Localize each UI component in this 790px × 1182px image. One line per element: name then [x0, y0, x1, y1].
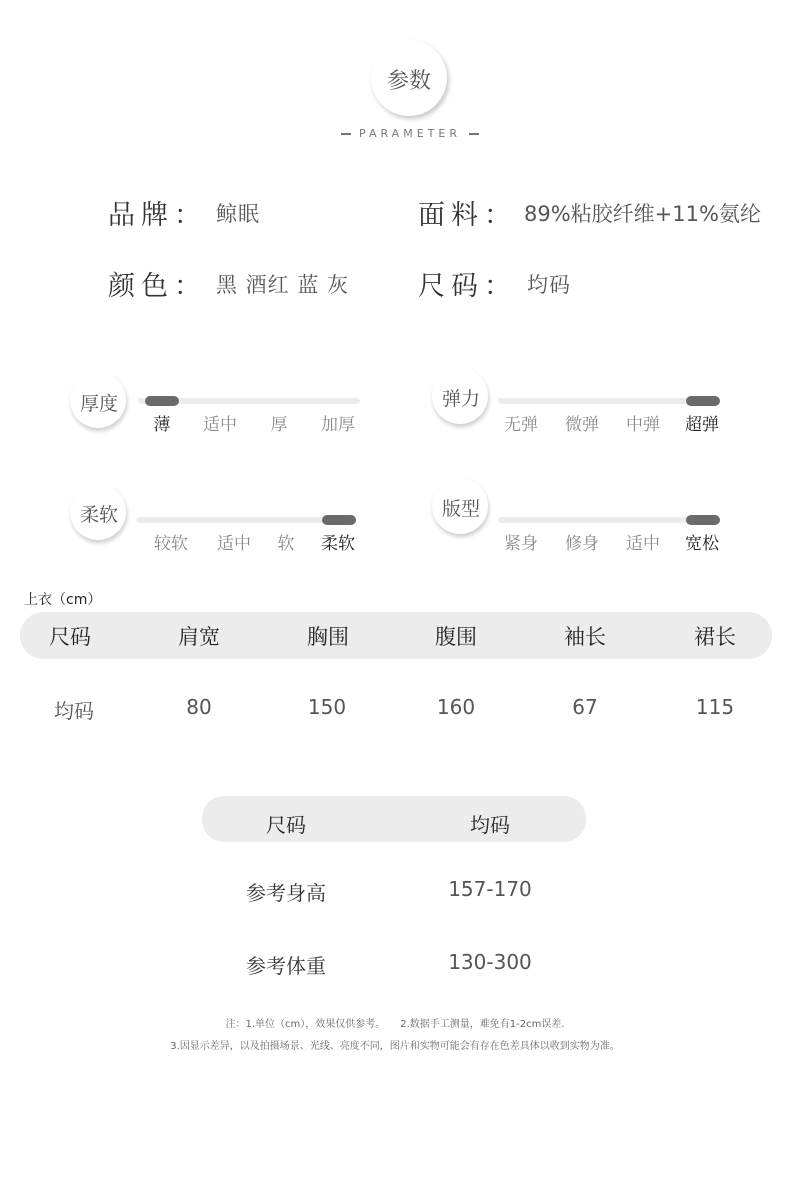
color-label: 颜色： — [108, 271, 207, 302]
fabric-value: 89%粘胶纤维+11%氨纶 — [524, 202, 761, 226]
softness-opt-4: 柔软 — [321, 534, 355, 554]
size-td-shoulder: 80 — [186, 695, 212, 719]
note-line-2: 3.因显示差异，以及拍摄场景、光线、亮度不同，图片和实物可能会有存在色差具体以收到实物为准。 — [170, 1041, 620, 1052]
size-th-skirt: 裙长 — [694, 625, 736, 649]
thickness-knob — [145, 396, 179, 406]
note-line-1: 注：1.单位（cm），效果仅供参考。 2.数据手工测量，难免有1-2cm误差. — [225, 1019, 565, 1030]
header-subtitle-row — [300, 127, 520, 140]
elasticity-opt-2: 微弹 — [565, 415, 599, 435]
size-td-size: 均码 — [54, 699, 94, 723]
brand-value: 鲸眠 — [216, 202, 260, 226]
reference-height-label: 参考身高 — [246, 881, 326, 905]
header-subtitle: PARAMETER — [359, 127, 461, 140]
thickness-opt-4: 加厚 — [321, 415, 355, 435]
fit-title: 版型 — [441, 498, 480, 520]
size-th-size: 尺码 — [49, 625, 91, 649]
reference-height-value: 157-170 — [448, 877, 532, 901]
thickness-opt-1: 薄 — [153, 415, 171, 435]
brand-label: 品牌： — [108, 200, 207, 231]
size-td-skirt: 115 — [695, 695, 735, 719]
dash-left — [341, 133, 351, 135]
size-th-shoulder: 肩宽 — [178, 625, 220, 649]
size-th-sleeve: 袖长 — [564, 625, 606, 649]
fit-knob — [686, 515, 720, 525]
fit-opt-3: 适中 — [626, 534, 660, 554]
softness-knob — [322, 515, 356, 525]
dash-right — [469, 133, 479, 135]
reference-th-size: 尺码 — [266, 813, 306, 837]
softness-opt-2: 适中 — [217, 534, 251, 554]
fit-opt-2: 修身 — [565, 534, 599, 554]
fit-opt-4: 宽松 — [685, 534, 719, 554]
thickness-opt-2: 适中 — [203, 415, 237, 435]
size-value: 均码 — [527, 273, 571, 297]
thickness-opt-3: 厚 — [270, 415, 288, 435]
softness-opt-3: 软 — [277, 534, 295, 554]
fit-opt-1: 紧身 — [504, 534, 538, 554]
elasticity-title: 弹力 — [441, 388, 480, 410]
elasticity-opt-1: 无弹 — [504, 415, 538, 435]
elasticity-opt-3: 中弹 — [626, 415, 660, 435]
thickness-title: 厚度 — [79, 393, 118, 415]
softness-opt-1: 较软 — [154, 534, 188, 554]
softness-title: 柔软 — [79, 504, 118, 526]
reference-weight-label: 参考体重 — [246, 954, 326, 978]
color-value: 黑 酒红 蓝 灰 — [216, 273, 350, 297]
size-td-chest: 150 — [307, 695, 347, 719]
size-td-waist: 160 — [436, 695, 476, 719]
size-table-caption: 上衣（cm） — [24, 592, 102, 608]
reference-weight-value: 130-300 — [448, 950, 532, 974]
size-th-waist: 腹围 — [435, 625, 477, 649]
size-td-sleeve: 67 — [572, 695, 598, 719]
header-title: 参数 — [386, 69, 431, 94]
elasticity-knob — [686, 396, 720, 406]
fabric-label: 面料： — [418, 200, 517, 231]
reference-th-onesize: 均码 — [470, 813, 510, 837]
size-label: 尺码： — [418, 271, 517, 302]
elasticity-opt-4: 超弹 — [685, 415, 719, 435]
size-th-chest: 胸围 — [307, 625, 349, 649]
